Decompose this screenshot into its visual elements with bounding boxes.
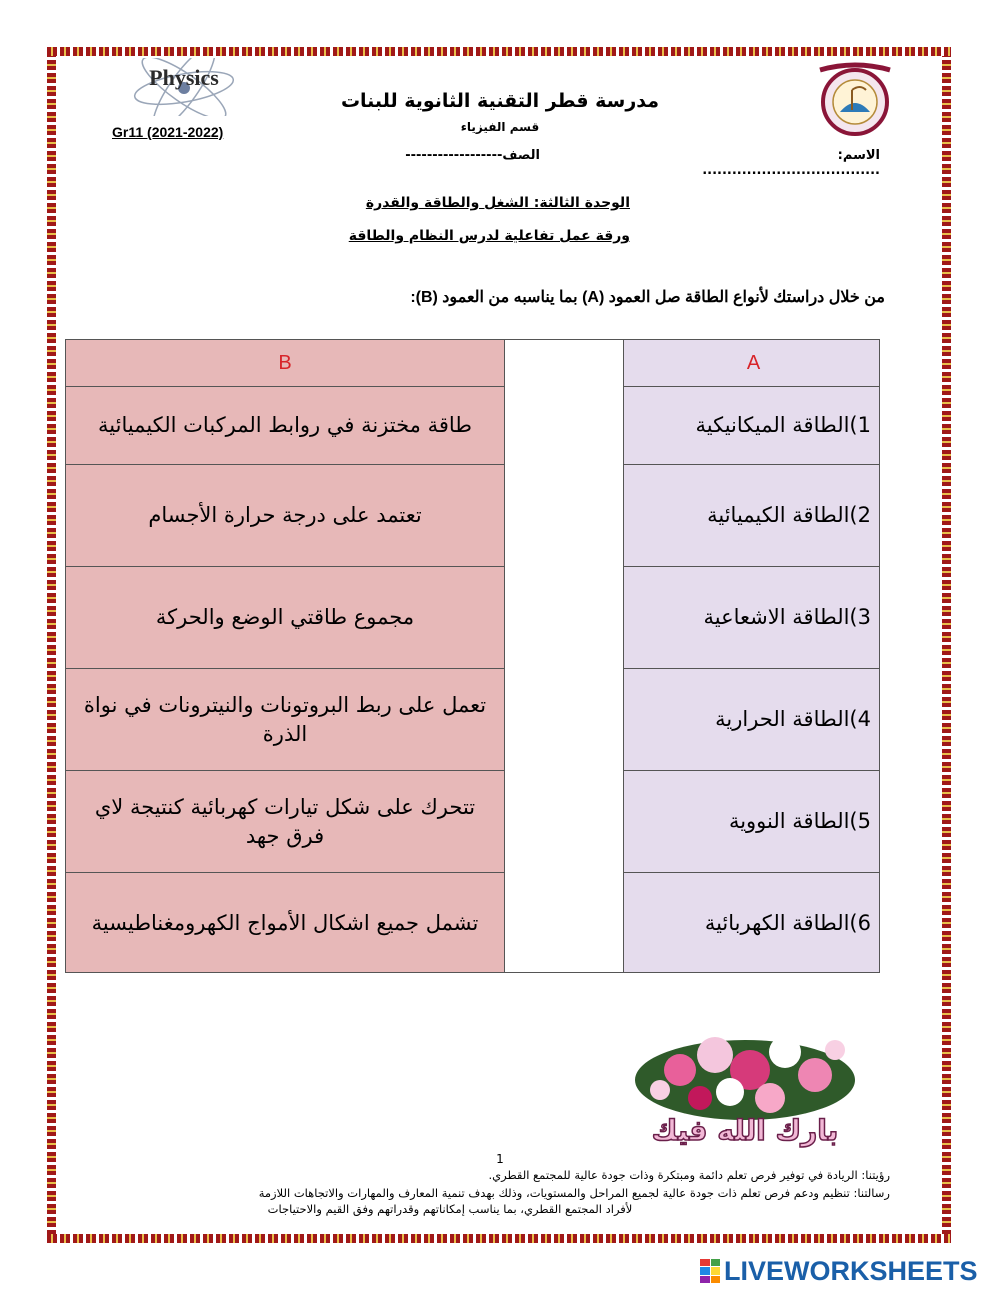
student-name-field: الاسم: .................................... [702, 148, 880, 178]
column-a-item-2[interactable]: 2)الطاقة الكيميائية [624, 464, 879, 566]
column-b-item-3[interactable]: مجموع طاقتي الوضع والحركة [66, 566, 504, 668]
column-b-header: B [278, 351, 292, 374]
unit-title: الوحدة الثالثة: الشغل والطاقة والقدرة [365, 195, 630, 211]
school-title: مدرسة قطر التقنية الثانوية للبنات [340, 90, 660, 112]
column-a-header: A [746, 351, 761, 374]
page-number: 1 [496, 1152, 504, 1166]
column-a-item-1[interactable]: 1)الطاقة الميكانيكية [624, 386, 879, 464]
column-b-item-6[interactable]: تشمل جميع اشكال الأمواج الكهرومغناطيسية [66, 872, 504, 974]
mission-statement: رسالتنا: تنظيم ودعم فرص تعلم ذات جودة عالية لجميع المراحل والمستويات، وذلك بهدف تنمية المعارف والمهارات والاتجاهات اللازمة [258, 1186, 890, 1200]
column-b-item-4[interactable]: تعمل على ربط البروتونات والنيترونات في نواة الذرة [66, 668, 504, 770]
liveworksheets-icon [700, 1259, 720, 1283]
column-b-item-2[interactable]: تعتمد على درجة حرارة الأجسام [66, 464, 504, 566]
column-a-item-3[interactable]: 3)الطاقة الاشعاعية [624, 566, 879, 668]
flower-bouquet-image [620, 1020, 870, 1155]
mission-statement-continued: لأفراد المجتمع القطري، بما يناسب إمكاناتهم وقدراتهم وفق القيم والاحتياجات [267, 1202, 633, 1216]
student-class-field: الصف------------------ [405, 148, 540, 163]
department-label: قسم الفيزياء [460, 120, 540, 134]
physics-logo [128, 58, 240, 116]
column-b-item-1[interactable]: طاقة مختزنة في روابط المركبات الكيميائية [66, 386, 504, 464]
column-a-item-4[interactable]: 4)الطاقة الحرارية [624, 668, 879, 770]
instruction-text: من خلال دراستك لأنواع الطاقة صل العمود (A) بما يناسبه من العمود (B): [410, 289, 885, 306]
ministry-logo [800, 60, 910, 140]
column-a-item-6[interactable]: 6)الطاقة الكهربائية [624, 872, 879, 974]
liveworksheets-brand[interactable] [700, 1256, 978, 1286]
column-b [65, 339, 505, 973]
column-b-item-5[interactable]: تتحرك على شكل تيارات كهربائية كنتيجة لاي فرق جهد [66, 770, 504, 872]
matching-gap-column[interactable] [505, 339, 623, 973]
column-a [623, 339, 880, 973]
column-a-item-5[interactable]: 5)الطاقة النووية [624, 770, 879, 872]
vision-statement: رؤيتنا: الريادة في توفير فرص تعلم دائمة ومبتكرة وذات جودة عالية للمجتمع القطري. [488, 1168, 890, 1182]
physics-logo-text: Physics [149, 65, 219, 90]
worksheet-title: ورقة عمل تفاعلية لدرس النظام والطاقة [348, 228, 630, 244]
grade-label: Gr11 (2021-2022) [112, 124, 224, 140]
flower-caption: بارك الله فيك [651, 1114, 839, 1147]
liveworksheets-logo-text: LIVEWORKSHEETS [724, 1255, 978, 1286]
matching-table [65, 339, 880, 973]
